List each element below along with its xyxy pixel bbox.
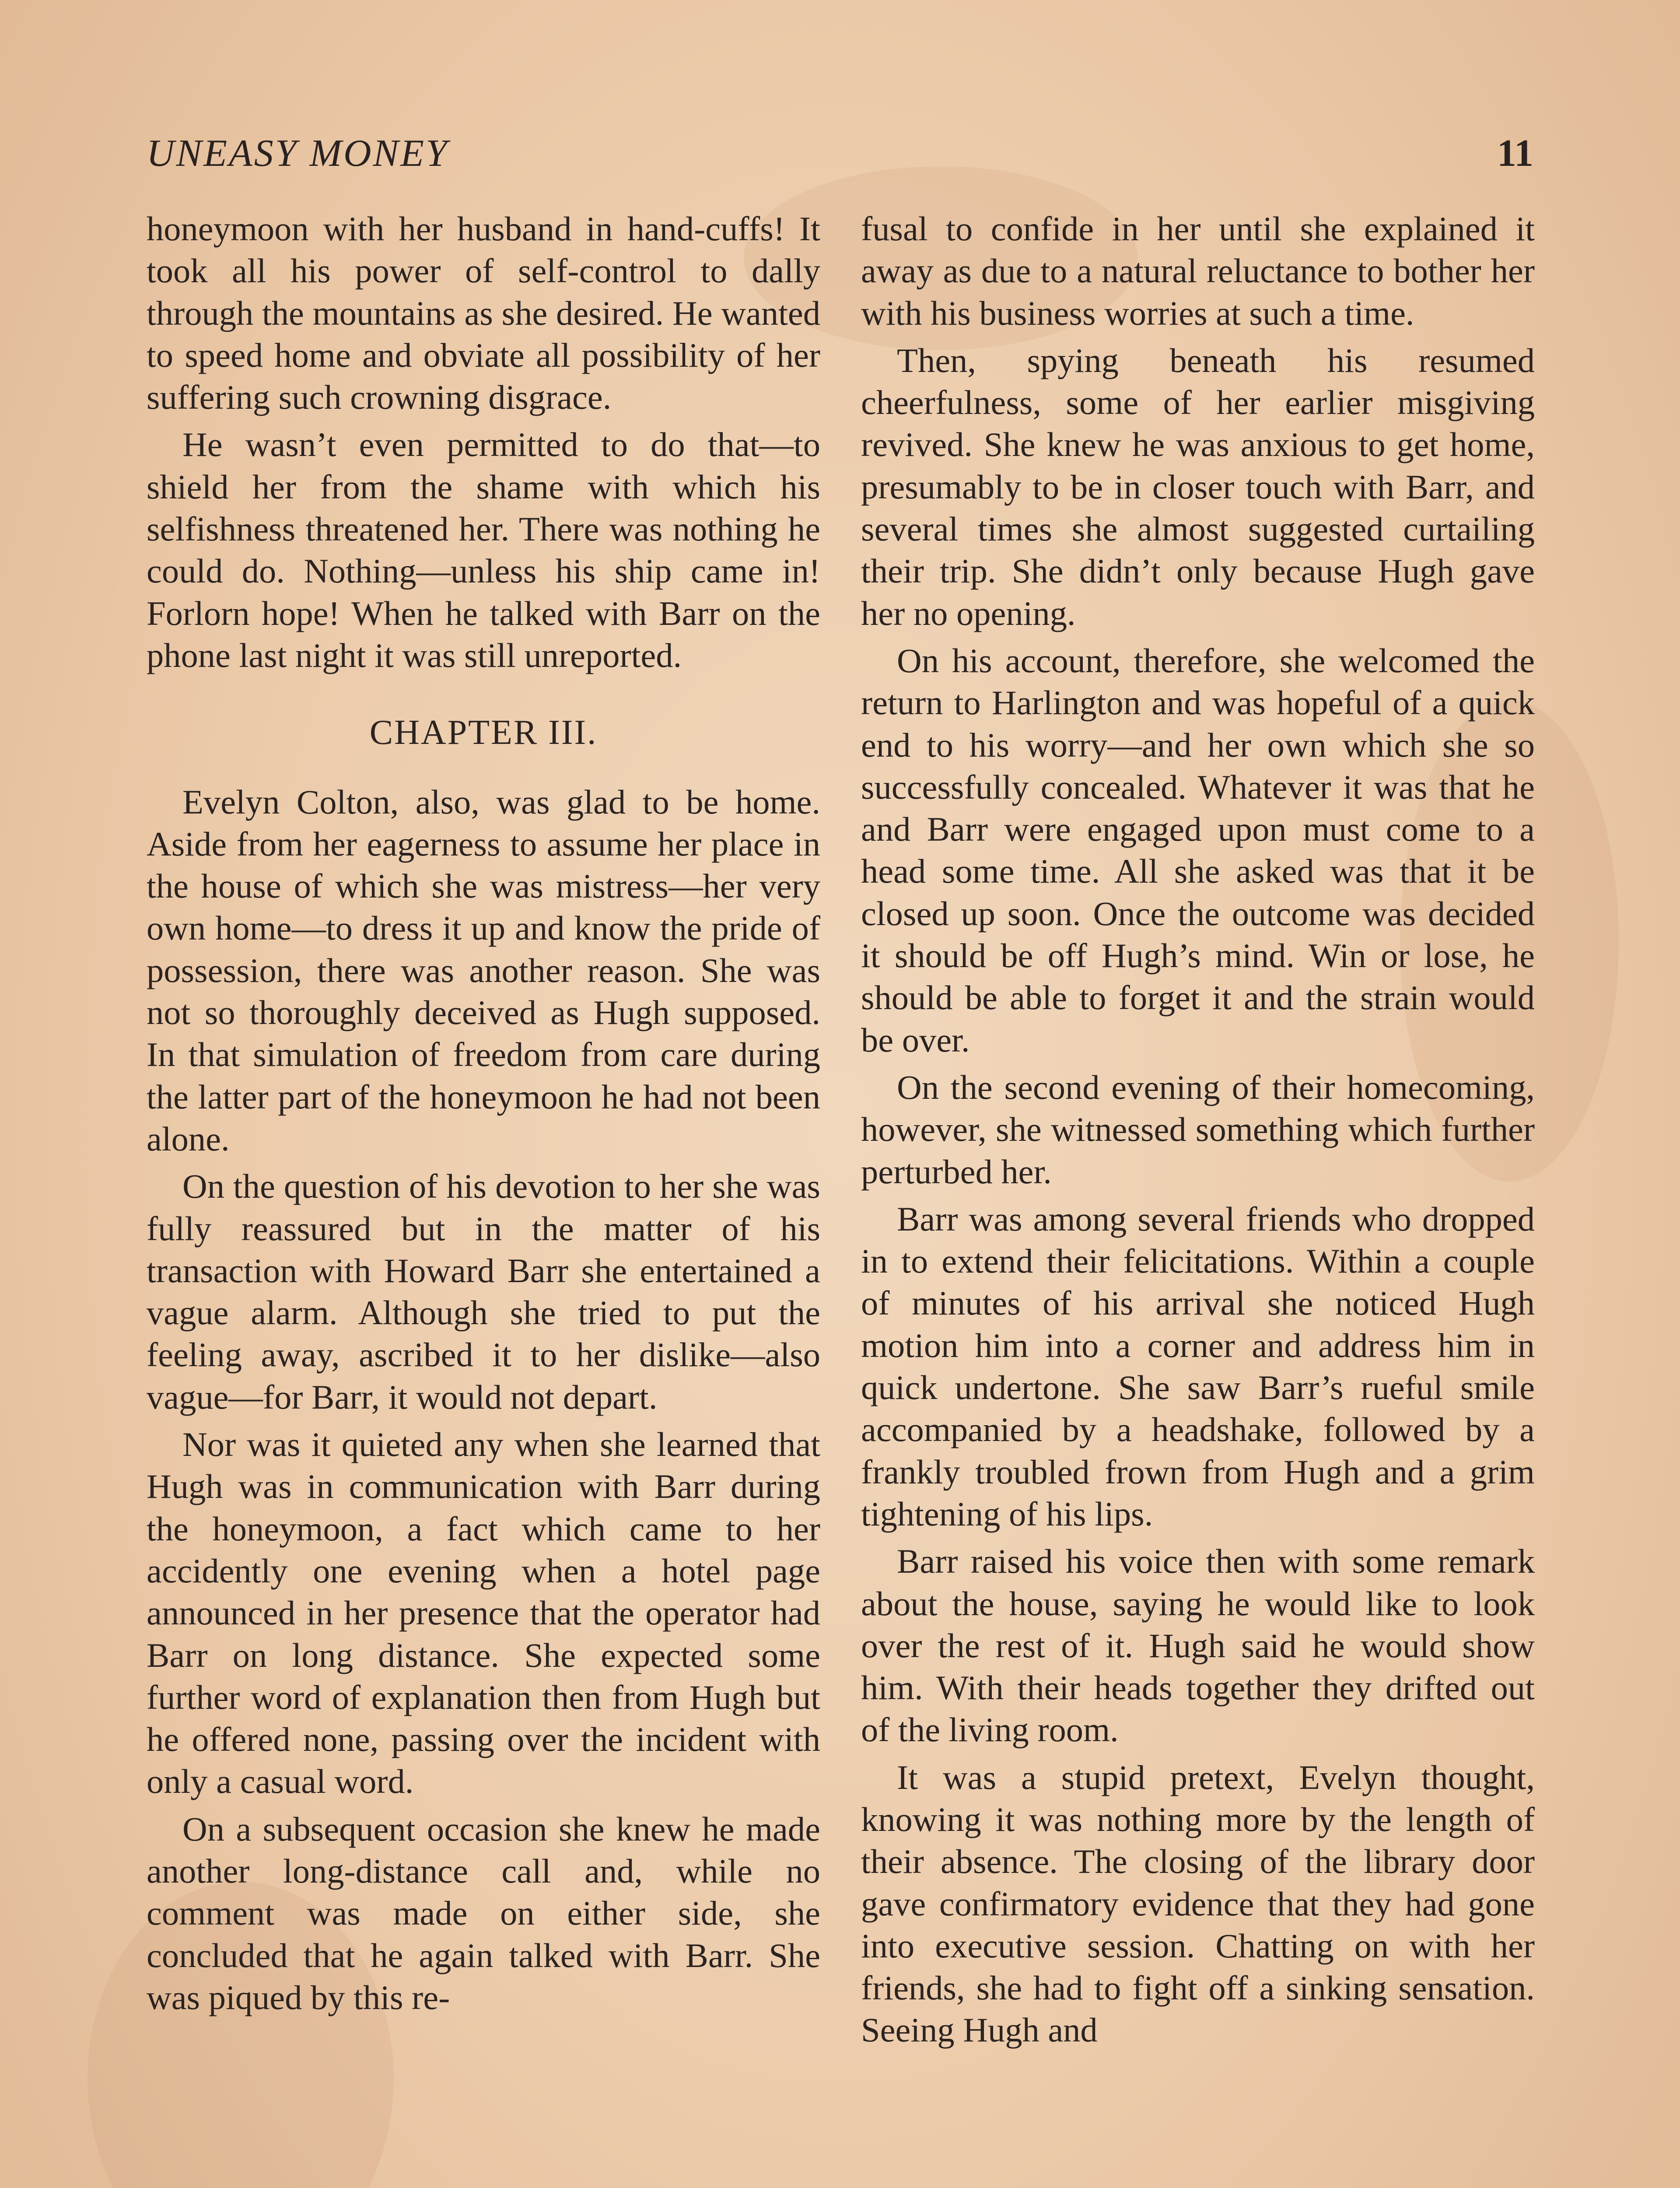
running-header	[147, 131, 1533, 184]
chapter-heading: CHAPTER III.	[369, 713, 598, 752]
paragraph: Evelyn Colton, also, was glad to be home. Aside from her eagerness to assume her place in the house of which she was mistress—her very own home—to dress it up and know the pride of possession, there was another reason. She was not so thoroughly deceived as Hugh supposed. In that simulation of freedom from care during the latter part of the honeymoon he had not been alone.	[147, 782, 820, 1158]
paragraph: On the question of his devotion to her she was fully reassured but in the matter of his transaction with Howard Barr she entertained a vague alarm. Although she tried to put the feeling away, ascribed it to her dislike—also vague—for Barr, it would not depart.	[147, 1167, 820, 1416]
left-column	[147, 208, 820, 2019]
right-column	[861, 208, 1535, 2051]
paragraph: fusal to confide in her until she explained it away as due to a natural reluctance to bother her with his business worries at such a time.	[861, 210, 1535, 332]
paragraph: honeymoon with her husband in hand-cuffs! It took all his power of self-control to dally through the mountains as she desired. He wanted to speed home and obviate all possibility of her suffering such crowning disgrace.	[147, 210, 820, 417]
paragraph: Barr raised his voice then with some remark about the house, saying he would like to look over the rest of it. Hugh said he would show him. With their heads together they drifted out of the living room.	[861, 1542, 1535, 1749]
paragraph: He wasn’t even permitted to do that—to shield her from the shame with which his selfishness threatened her. There was nothing he could do. Nothing—unless his ship came in! Forlorn hope! When he talked with Barr on the phone last night it was still unreported.	[147, 425, 820, 674]
page-number: 11	[1497, 132, 1533, 175]
paragraph: It was a stupid pretext, Evelyn thought, knowing it was nothing more by the length of their absence. The closing of the library door gave confirmatory evidence that they had gone into executive session. Chatting on with her friends, she had to fight off a sinking sensation. Seeing Hugh and	[861, 1758, 1535, 2049]
paragraph: Barr was among several friends who dropped in to extend their felicitations. Within a couple of minutes of his arrival she noticed Hugh motion him into a corner and address him in quick undertone. She saw Barr’s rueful smile accompanied by a headshake, followed by a frankly troubled frown from Hugh and a grim tightening of his lips.	[861, 1199, 1535, 1533]
paragraph: Then, spying beneath his resumed cheerfulness, some of her earlier misgiving revived. She knew he was anxious to get home, presumably to be in closer touch with Barr, and several times she almost suggested curtailing their trip. She didn’t only because Hugh gave her no opening.	[861, 341, 1535, 632]
running-title: UNEASY MONEY	[147, 132, 449, 175]
paragraph: On a subsequent occasion she knew he made another long-distance call and, while no comment was made on either side, she concluded that he again talked with Barr. She was piqued by this re-	[147, 1809, 820, 2016]
paragraph: On his account, therefore, she welcomed the return to Harlington and was hopeful of a quick end to his worry—and her own which she so successfully concealed. Whatever it was that he and Barr were engaged upon must come to a head some time. All she asked was that it be closed up soon. Once the outcome was decided it should be off Hugh’s mind. Win or lose, he should be able to forget it and the strain would be over.	[861, 641, 1535, 1059]
paragraph: Nor was it quieted any when she learned that Hugh was in communication with Barr during the honeymoon, a fact which came to her accidently one evening when a hotel page announced in her presence that the operator had Barr on long distance. She expected some further word of explanation then from Hugh but he offered none, passing over the incident with only a casual word.	[147, 1425, 820, 1801]
paragraph: On the second evening of their homecoming, however, she witnessed something which further perturbed her.	[861, 1068, 1535, 1191]
